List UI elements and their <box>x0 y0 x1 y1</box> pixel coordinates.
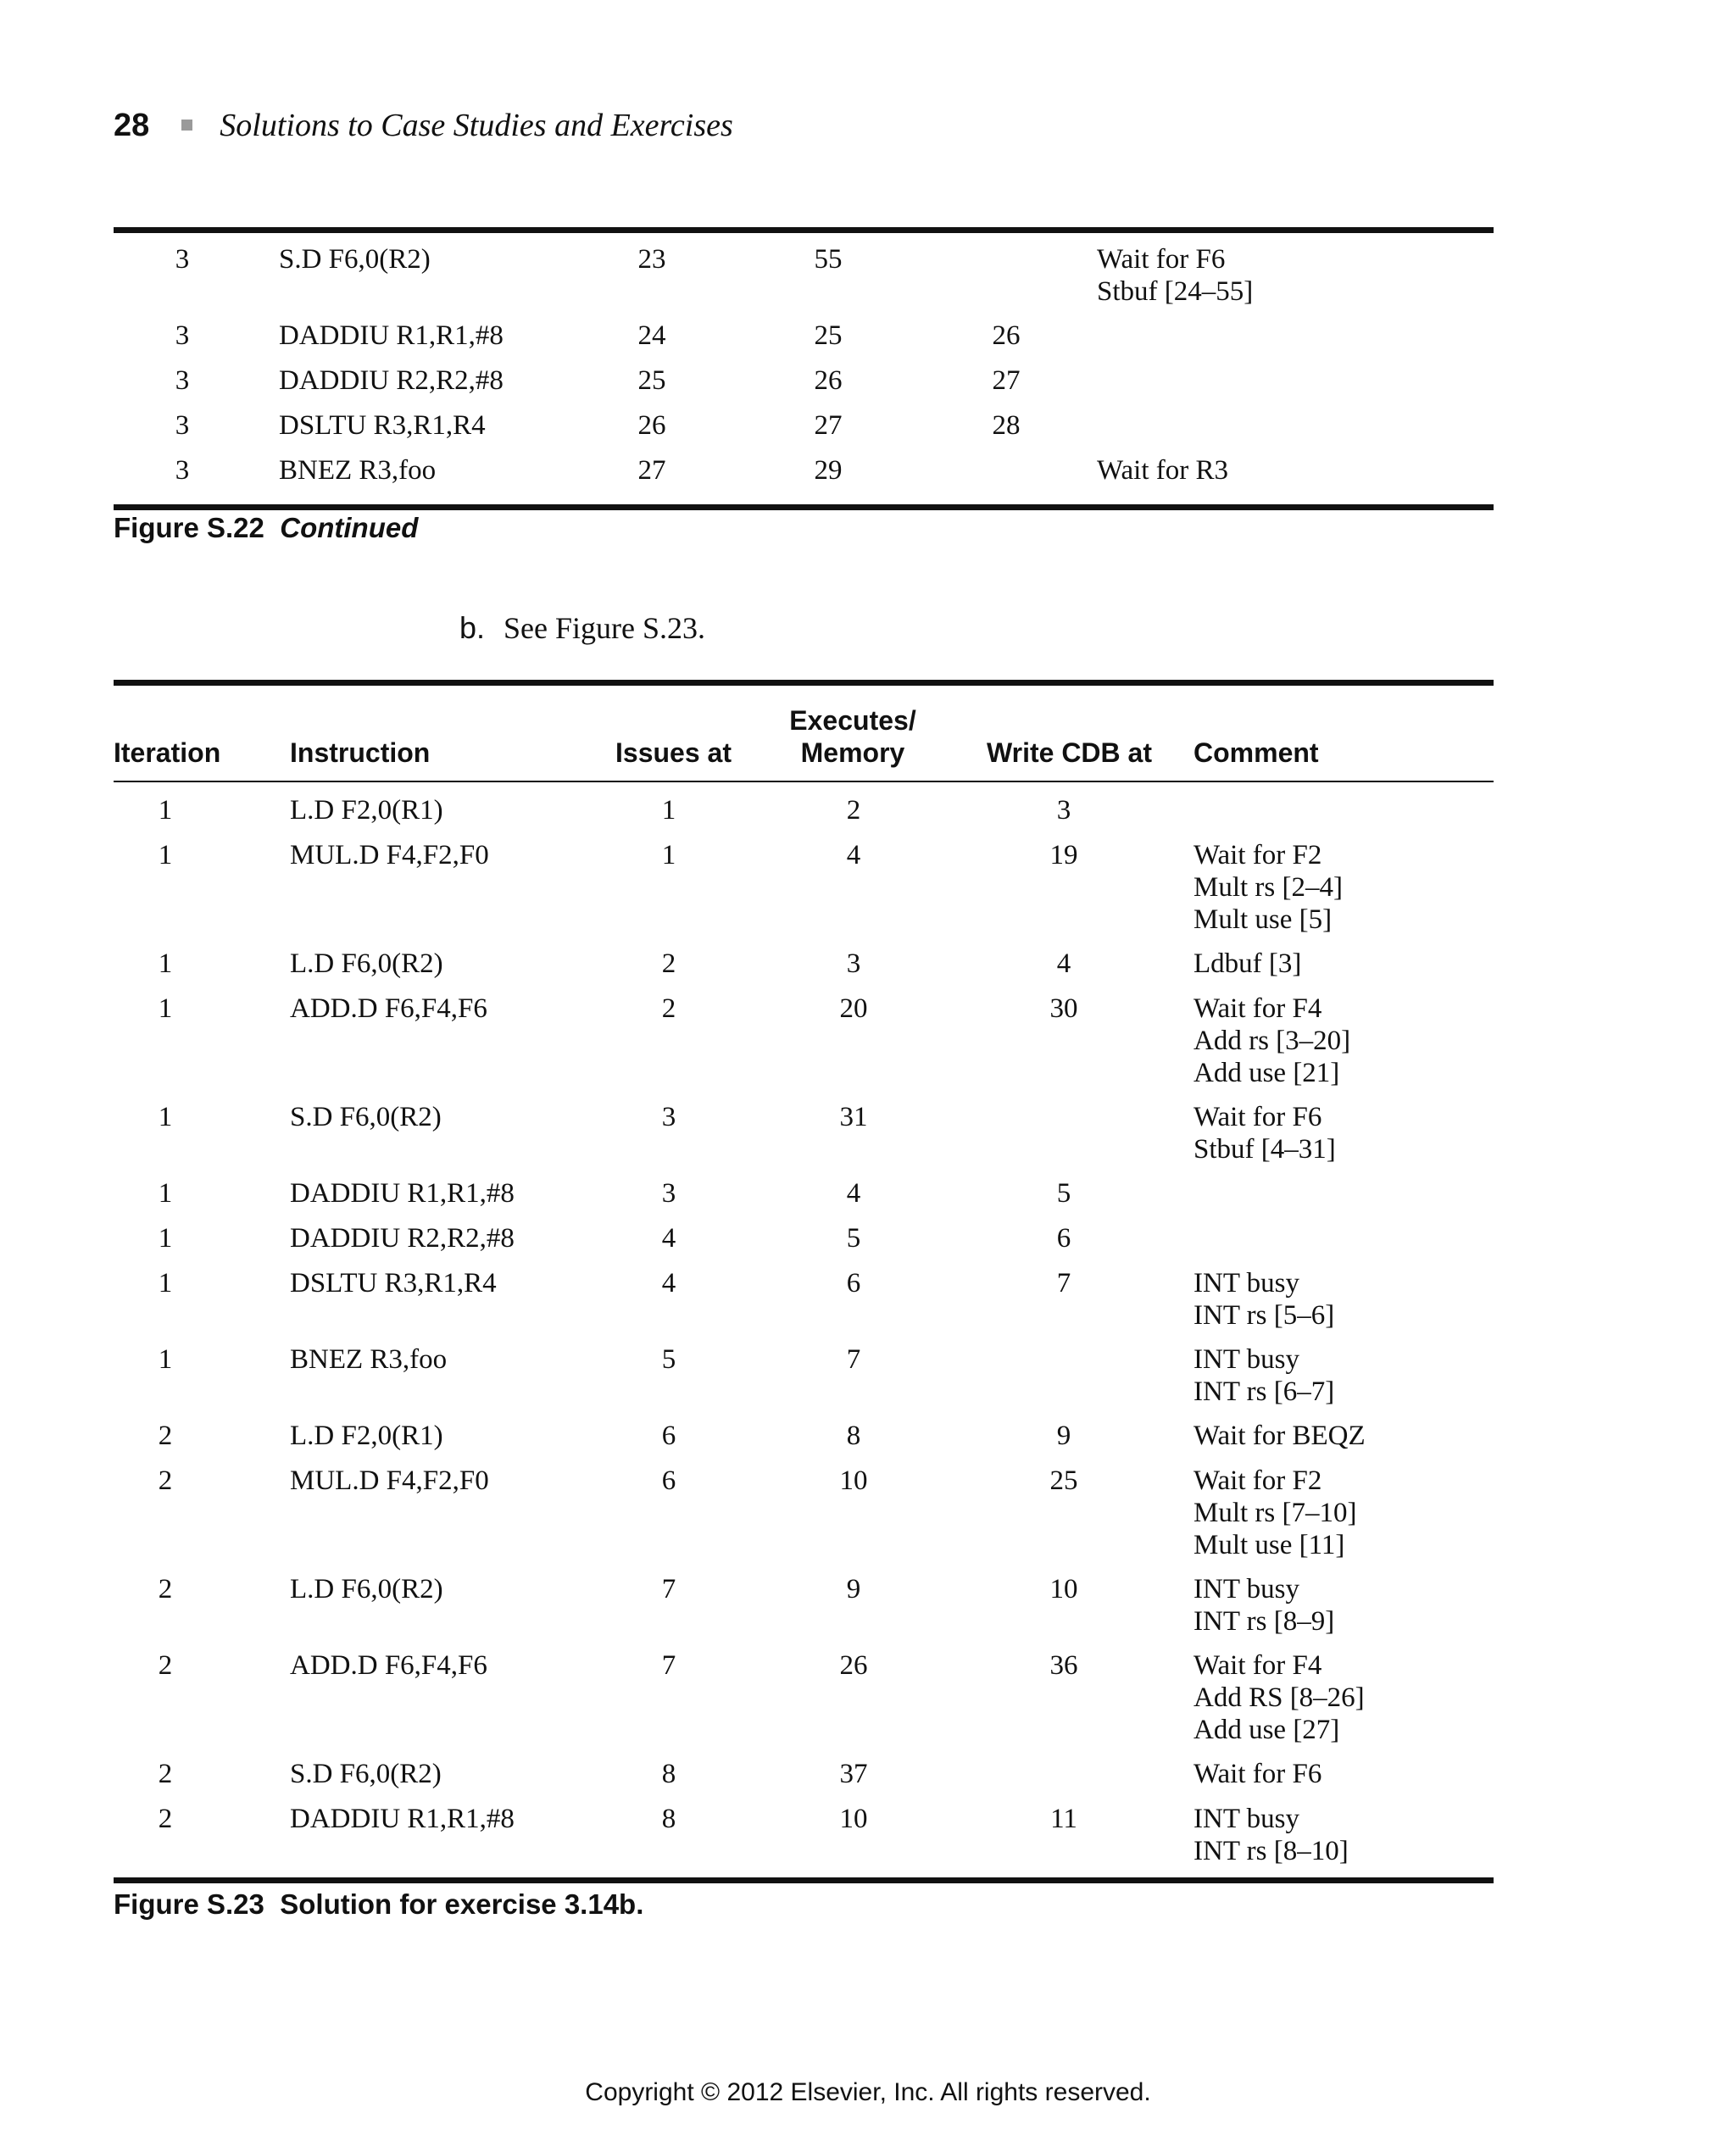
table-row <box>114 1101 1494 1177</box>
comment-line: Stbuf [24–55] <box>1097 276 1254 307</box>
table-row <box>114 320 1494 364</box>
cell-write: 5 <box>1056 1178 1071 1209</box>
comment-line: Ldbuf [3] <box>1194 948 1302 979</box>
cell-write: 9 <box>1056 1421 1071 1451</box>
subpart-text: See Figure S.23. <box>504 611 706 645</box>
cell-instruction: L.D F6,0(R2) <box>290 1574 443 1604</box>
comment-line: INT rs [8–9] <box>1194 1606 1335 1637</box>
running-header <box>114 107 733 149</box>
cell-issue: 8 <box>661 1759 676 1789</box>
cell-issue: 1 <box>661 795 676 826</box>
cell-iteration: 2 <box>158 1574 173 1604</box>
cell-instruction: MUL.D F4,F2,F0 <box>290 840 489 870</box>
cell-instruction: S.D F6,0(R2) <box>290 1102 442 1132</box>
cell-execute: 26 <box>814 365 843 396</box>
cell-write: 6 <box>1056 1223 1071 1254</box>
comment-line: Add use [27] <box>1194 1715 1340 1745</box>
comment-line: INT rs [8–10] <box>1194 1836 1349 1866</box>
comment-line: INT rs [5–6] <box>1194 1300 1335 1331</box>
cell-execute: 25 <box>814 320 843 351</box>
cell-instruction: S.D F6,0(R2) <box>290 1759 442 1789</box>
comment-line: Mult use [5] <box>1194 904 1333 935</box>
cell-issue: 4 <box>661 1268 676 1299</box>
cell-iteration: 3 <box>175 365 190 396</box>
cell-instruction: L.D F6,0(R2) <box>290 948 443 979</box>
table-row <box>114 1803 1494 1879</box>
cell-issue: 7 <box>661 1574 676 1604</box>
comment-line: Add RS [8–26] <box>1194 1682 1365 1713</box>
header-comment: Comment <box>1194 737 1319 768</box>
comment-line: Add use [21] <box>1194 1058 1340 1088</box>
cell-execute: 2 <box>846 795 861 826</box>
cell-execute: 8 <box>846 1421 861 1451</box>
cell-instruction: DSLTU R3,R1,R4 <box>290 1268 497 1299</box>
cell-write: 25 <box>1049 1465 1078 1496</box>
header-write-cdb-at: Write CDB at <box>987 737 1152 768</box>
cell-comment <box>1097 454 1228 487</box>
cell-comment <box>1194 948 1301 980</box>
cell-instruction: DADDIU R1,R1,#8 <box>290 1804 515 1834</box>
table-row <box>114 1465 1494 1573</box>
cell-comment <box>1097 243 1253 308</box>
comment-line: Wait for F6 <box>1194 1759 1322 1789</box>
cell-iteration: 1 <box>158 948 173 979</box>
cell-write: 27 <box>992 365 1021 396</box>
cell-execute: 20 <box>839 993 868 1024</box>
cell-iteration: 1 <box>158 795 173 826</box>
header-separator-square <box>181 120 192 131</box>
comment-line: INT busy <box>1194 1344 1299 1375</box>
comment-line: Mult use [11] <box>1194 1530 1345 1560</box>
cell-comment <box>1194 1649 1365 1746</box>
cell-execute: 29 <box>814 455 843 486</box>
cell-write: 19 <box>1049 840 1078 870</box>
table-row <box>114 1573 1494 1649</box>
cell-iteration: 1 <box>158 1344 173 1375</box>
cell-write: 4 <box>1056 948 1071 979</box>
header-executes-line2: Memory <box>800 737 905 768</box>
cell-comment <box>1194 1343 1334 1408</box>
table-row <box>114 1649 1494 1758</box>
cell-issue: 23 <box>637 244 666 275</box>
header-iteration: Iteration <box>114 737 221 768</box>
cell-execute: 31 <box>839 1102 868 1132</box>
cell-execute: 9 <box>846 1574 861 1604</box>
table-row <box>114 839 1494 948</box>
cell-iteration: 1 <box>158 840 173 870</box>
table-header-row <box>114 686 1494 782</box>
cell-execute: 7 <box>846 1344 861 1375</box>
comment-line: Stbuf [4–31] <box>1194 1134 1336 1165</box>
cell-issue: 27 <box>637 455 666 486</box>
table-row <box>114 1222 1494 1267</box>
header-executes-memory <box>785 704 921 769</box>
comment-line: Wait for F6 <box>1097 244 1226 275</box>
cell-issue: 6 <box>661 1421 676 1451</box>
cell-iteration: 3 <box>175 410 190 441</box>
cell-issue: 24 <box>637 320 666 351</box>
table-row <box>114 948 1494 993</box>
cell-execute: 4 <box>846 1178 861 1209</box>
comment-line: Wait for F4 <box>1194 993 1322 1024</box>
cell-instruction: ADD.D F6,F4,F6 <box>290 1650 487 1681</box>
cell-comment <box>1194 1420 1366 1452</box>
cell-instruction: DADDIU R1,R1,#8 <box>279 320 504 351</box>
table-row <box>114 993 1494 1101</box>
cell-iteration: 3 <box>175 244 190 275</box>
cell-instruction: DADDIU R2,R2,#8 <box>290 1223 515 1254</box>
subpart-letter: b. <box>459 610 486 645</box>
figure-s23-caption <box>114 1888 643 1921</box>
cell-issue: 1 <box>661 840 676 870</box>
header-executes-line1: Executes/ <box>789 705 916 736</box>
cell-instruction: BNEZ R3,foo <box>290 1344 448 1375</box>
comment-line: Wait for F2 <box>1194 840 1322 870</box>
table-row <box>114 1758 1494 1803</box>
cell-issue: 3 <box>661 1178 676 1209</box>
figure-s22-table <box>114 227 1494 510</box>
header-issues-at: Issues at <box>615 737 732 768</box>
copyright-footer: Copyright © 2012 Elsevier, Inc. All rights reserved. <box>585 2078 1151 2106</box>
cell-comment <box>1194 839 1343 936</box>
cell-write: 26 <box>992 320 1021 351</box>
table-row <box>114 794 1494 839</box>
figure-s22-caption-label: Figure S.22 <box>114 512 264 543</box>
cell-instruction: BNEZ R3,foo <box>279 455 437 486</box>
cell-write: 28 <box>992 410 1021 441</box>
comment-line: Wait for R3 <box>1097 455 1228 486</box>
cell-instruction: DADDIU R2,R2,#8 <box>279 365 504 396</box>
comment-line: INT rs [6–7] <box>1194 1376 1335 1407</box>
figure-s22-caption-text: Continued <box>280 512 419 543</box>
table-row <box>114 409 1494 454</box>
comment-line: Wait for F2 <box>1194 1465 1322 1496</box>
cell-instruction: DADDIU R1,R1,#8 <box>290 1178 515 1209</box>
cell-instruction: DSLTU R3,R1,R4 <box>279 410 486 441</box>
cell-execute: 4 <box>846 840 861 870</box>
table-row <box>114 243 1494 320</box>
table-row <box>114 1343 1494 1420</box>
comment-line: Add rs [3–20] <box>1194 1026 1351 1056</box>
exercise-subpart-b <box>459 610 705 646</box>
cell-instruction: L.D F2,0(R1) <box>290 795 443 826</box>
cell-write: 3 <box>1056 795 1071 826</box>
header-instruction: Instruction <box>290 737 431 768</box>
cell-iteration: 1 <box>158 1223 173 1254</box>
cell-issue: 5 <box>661 1344 676 1375</box>
table-row <box>114 364 1494 409</box>
comment-line: Wait for F4 <box>1194 1650 1322 1681</box>
cell-comment <box>1194 1758 1321 1790</box>
cell-comment <box>1194 1573 1334 1638</box>
cell-issue: 2 <box>661 993 676 1024</box>
cell-write: 7 <box>1056 1268 1071 1299</box>
comment-line: Mult rs [7–10] <box>1194 1498 1357 1528</box>
cell-issue: 8 <box>661 1804 676 1834</box>
comment-line: Wait for F6 <box>1194 1102 1322 1132</box>
figure-s23-rows <box>114 782 1494 1879</box>
figure-s23-caption-label: Figure S.23 <box>114 1888 264 1920</box>
figure-s22-rows <box>114 233 1494 499</box>
cell-iteration: 3 <box>175 455 190 486</box>
figure-s23-caption-text: Solution for exercise 3.14b. <box>280 1888 644 1920</box>
cell-execute: 10 <box>839 1804 868 1834</box>
cell-execute: 26 <box>839 1650 868 1681</box>
cell-iteration: 2 <box>158 1804 173 1834</box>
comment-line: Mult rs [2–4] <box>1194 872 1343 903</box>
comment-line: INT busy <box>1194 1268 1299 1299</box>
cell-execute: 6 <box>846 1268 861 1299</box>
comment-line: INT busy <box>1194 1574 1299 1604</box>
page-number: 28 <box>114 108 150 143</box>
cell-execute: 3 <box>846 948 861 979</box>
cell-issue: 2 <box>661 948 676 979</box>
cell-iteration: 1 <box>158 1102 173 1132</box>
cell-write: 36 <box>1049 1650 1078 1681</box>
cell-instruction: MUL.D F4,F2,F0 <box>290 1465 489 1496</box>
cell-iteration: 1 <box>158 993 173 1024</box>
cell-iteration: 2 <box>158 1421 173 1451</box>
cell-issue: 4 <box>661 1223 676 1254</box>
cell-issue: 26 <box>637 410 666 441</box>
cell-instruction: ADD.D F6,F4,F6 <box>290 993 487 1024</box>
cell-execute: 55 <box>814 244 843 275</box>
cell-execute: 5 <box>846 1223 861 1254</box>
cell-comment <box>1194 1803 1349 1867</box>
cell-execute: 10 <box>839 1465 868 1496</box>
comment-line: Wait for BEQZ <box>1194 1421 1366 1451</box>
cell-iteration: 2 <box>158 1465 173 1496</box>
cell-write: 30 <box>1049 993 1078 1024</box>
cell-comment <box>1194 1101 1336 1165</box>
cell-instruction: L.D F2,0(R1) <box>290 1421 443 1451</box>
cell-iteration: 2 <box>158 1759 173 1789</box>
cell-instruction: S.D F6,0(R2) <box>279 244 431 275</box>
cell-execute: 37 <box>839 1759 868 1789</box>
figure-s23-table <box>114 680 1494 1883</box>
running-title: Solutions to Case Studies and Exercises <box>220 108 733 143</box>
cell-issue: 25 <box>637 365 666 396</box>
table-row <box>114 1267 1494 1343</box>
cell-iteration: 2 <box>158 1650 173 1681</box>
table-row <box>114 454 1494 499</box>
figure-s22-caption <box>114 512 418 544</box>
cell-iteration: 3 <box>175 320 190 351</box>
comment-line: INT busy <box>1194 1804 1299 1834</box>
cell-comment <box>1194 1267 1334 1332</box>
cell-execute: 27 <box>814 410 843 441</box>
cell-issue: 3 <box>661 1102 676 1132</box>
cell-write: 10 <box>1049 1574 1078 1604</box>
cell-issue: 6 <box>661 1465 676 1496</box>
cell-iteration: 1 <box>158 1268 173 1299</box>
table-row <box>114 1420 1494 1465</box>
cell-write: 11 <box>1050 1804 1077 1834</box>
cell-comment <box>1194 1465 1357 1561</box>
cell-comment <box>1194 993 1350 1089</box>
cell-iteration: 1 <box>158 1178 173 1209</box>
cell-issue: 7 <box>661 1650 676 1681</box>
table-row <box>114 1177 1494 1222</box>
